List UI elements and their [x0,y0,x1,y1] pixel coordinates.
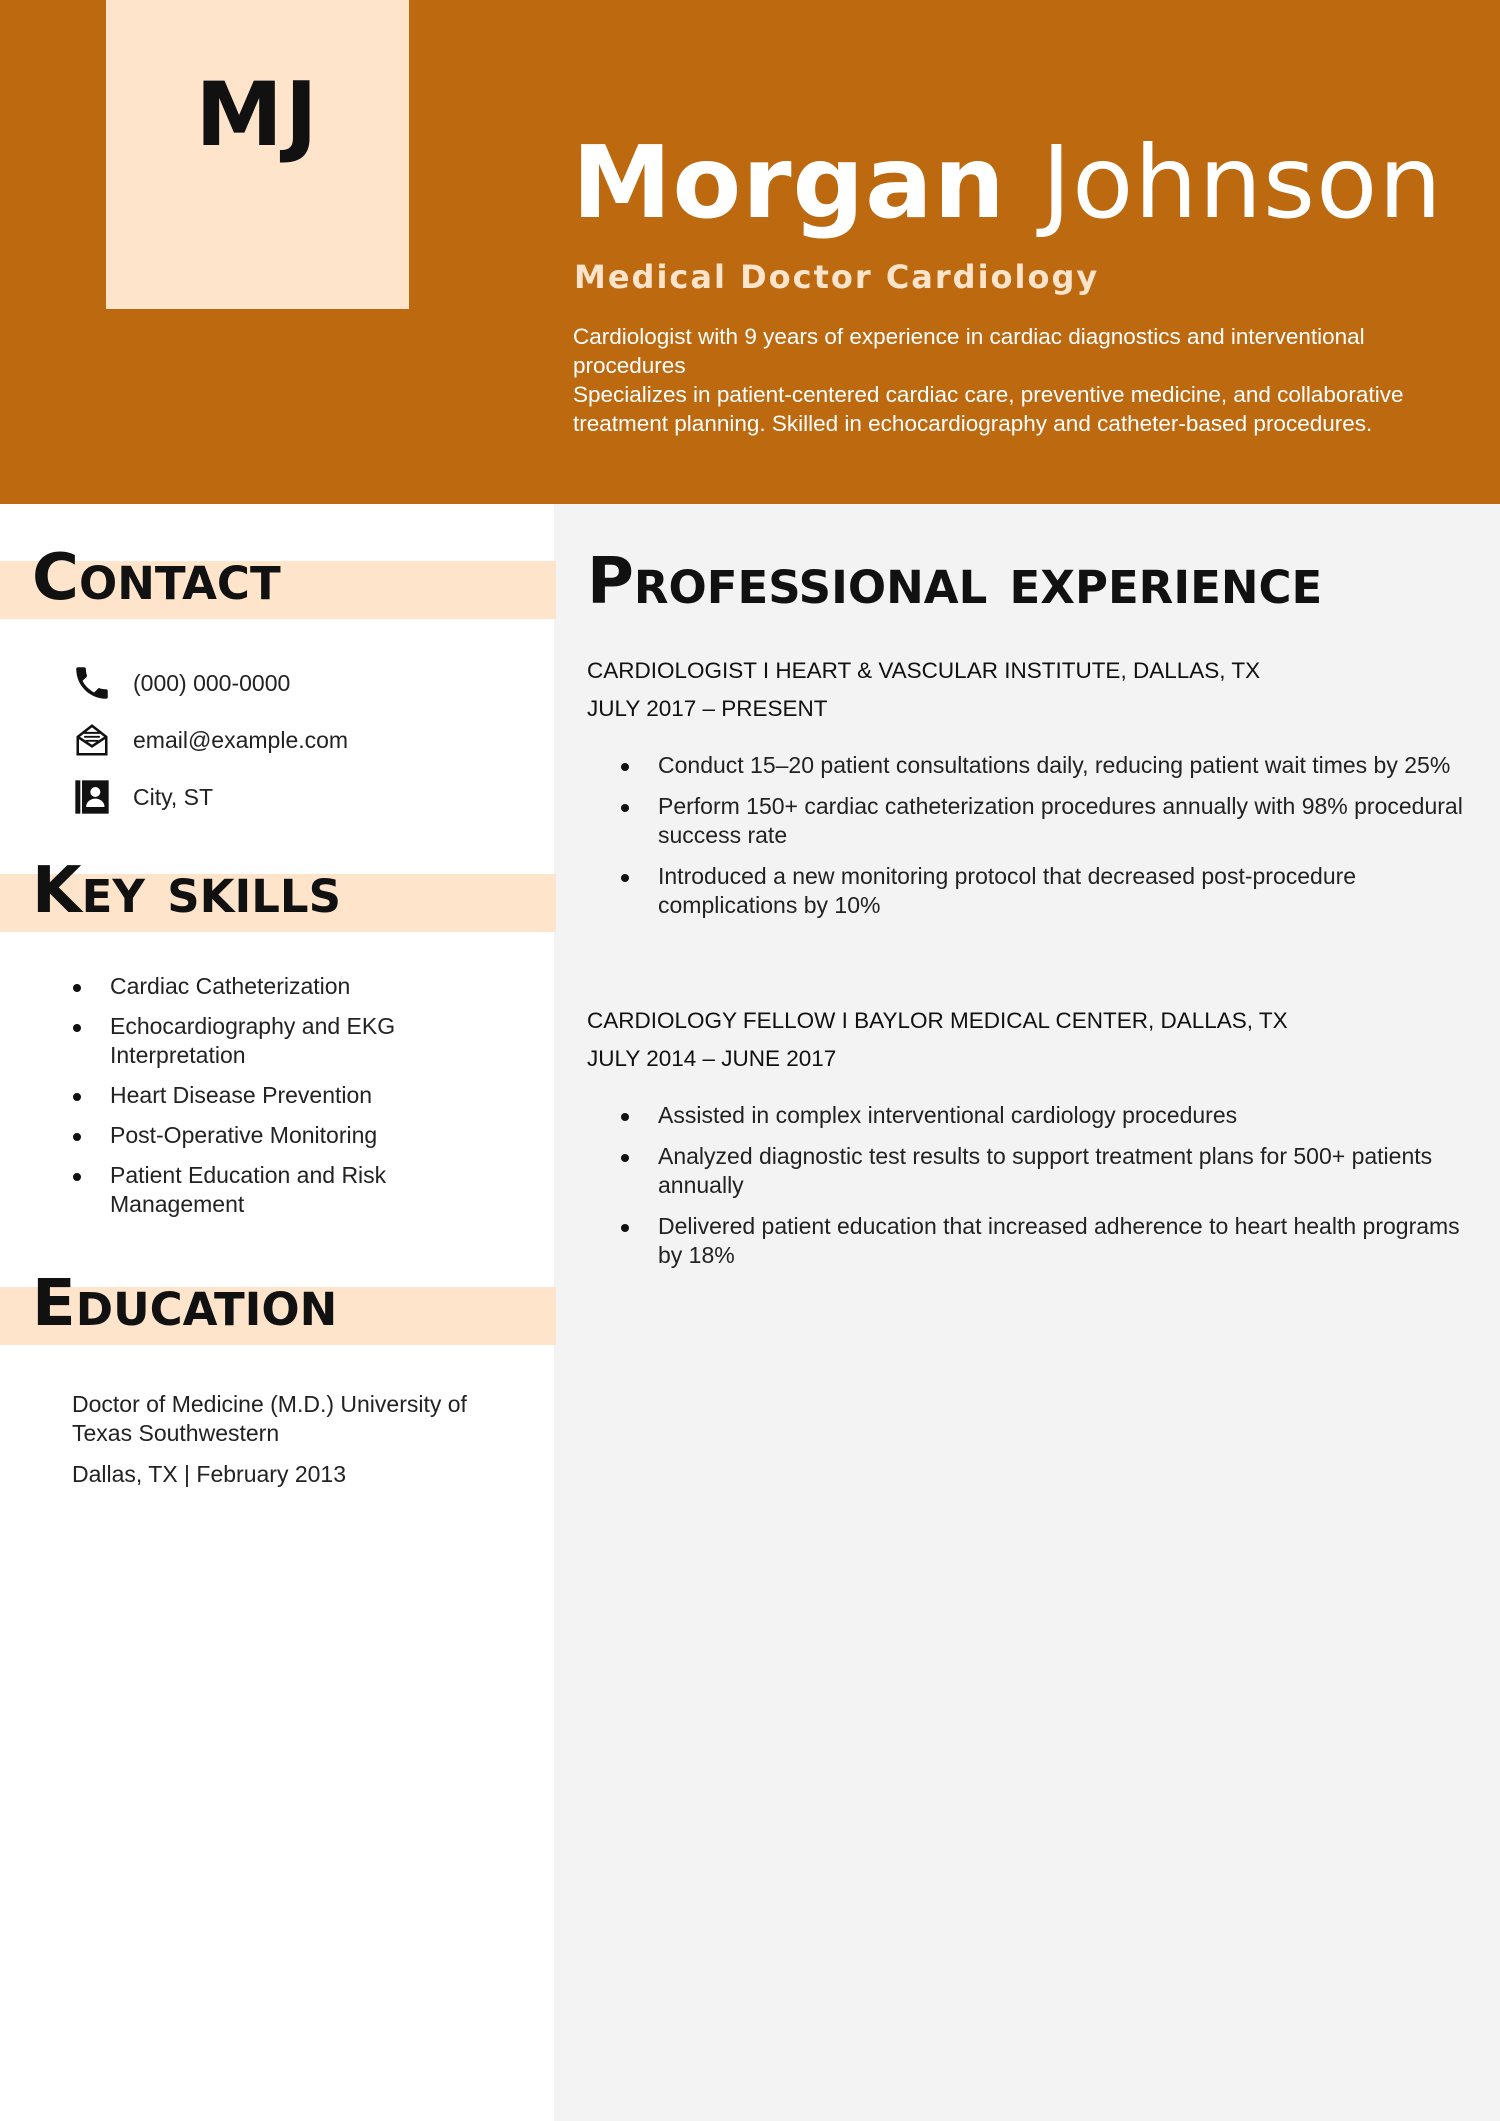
job-entry [587,656,1467,932]
address-book-icon [70,775,114,819]
summary-line: Specializes in patient-centered cardiac care, preventive medicine, and collaborative treatment planning. Skilled in echocardiography and catheter-based procedures. [573,382,1404,436]
phone-icon [70,661,114,705]
skill-item: Echocardiography and EKG Interpretation [70,1012,520,1070]
skill-item: Cardiac Catheterization [70,972,520,1001]
contact-phone [70,661,290,705]
phone-number: (000) 000-0000 [133,669,291,696]
job-bullets [587,1101,1467,1270]
job-bullets [587,751,1467,920]
first-name: Morgan [572,124,1006,241]
job-bullet: Assisted in complex interventional cardiology procedures [587,1101,1467,1130]
contact-heading: Contact [32,541,281,615]
skill-item: Patient Education and Risk Management [70,1161,520,1219]
job-title-employer: CARDIOLOGY FELLOW I BAYLOR MEDICAL CENTER, DALLAS, TX [587,1008,1288,1033]
skill-item: Heart Disease Prevention [70,1081,520,1110]
job-bullet: Perform 150+ cardiac catheterization procedures annually with 98% procedural success rate [587,792,1467,850]
education-entry [72,1390,512,1489]
summary-line: Cardiologist with 9 years of experience in cardiac diagnostics and interventional procedures [573,324,1365,378]
location-text: City, ST [133,783,214,810]
last-name: Johnson [1041,124,1443,241]
job-bullet: Conduct 15–20 patient consultations daily, reducing patient wait times by 25% [587,751,1467,780]
skill-item: Post-Operative Monitoring [70,1121,520,1150]
monogram-box [106,0,409,309]
monogram: MJ [195,63,320,166]
skills-list [70,972,520,1230]
job-title: Medical Doctor Cardiology [574,258,1100,296]
job-bullet: Analyzed diagnostic test results to support treatment plans for 500+ patients annually [587,1142,1467,1200]
education-location-date: Dallas, TX | February 2013 [72,1461,347,1487]
skills-heading: Key skills [32,854,341,928]
contact-location [70,775,213,819]
candidate-name [572,124,1443,241]
education-heading: Education [32,1267,338,1341]
job-bullet: Introduced a new monitoring protocol that decreased post-procedure complications by 10% [587,862,1467,920]
job-bullet: Delivered patient education that increased adherence to heart health programs by 18% [587,1212,1467,1270]
mail-icon [70,718,114,762]
job-dates: JULY 2014 – JUNE 2017 [587,1046,837,1071]
degree: Doctor of Medicine (M.D.) University of Texas Southwestern [72,1391,467,1446]
email-address: email@example.com [133,726,349,753]
contact-email [70,718,348,762]
experience-heading: Professional experience [587,545,1323,619]
profile-summary [573,322,1453,438]
job-title-employer: CARDIOLOGIST I HEART & VASCULAR INSTITUTE, DALLAS, TX [587,658,1261,683]
job-entry [587,1006,1467,1282]
job-dates: JULY 2017 – PRESENT [587,696,828,721]
resume-header [0,0,1500,504]
